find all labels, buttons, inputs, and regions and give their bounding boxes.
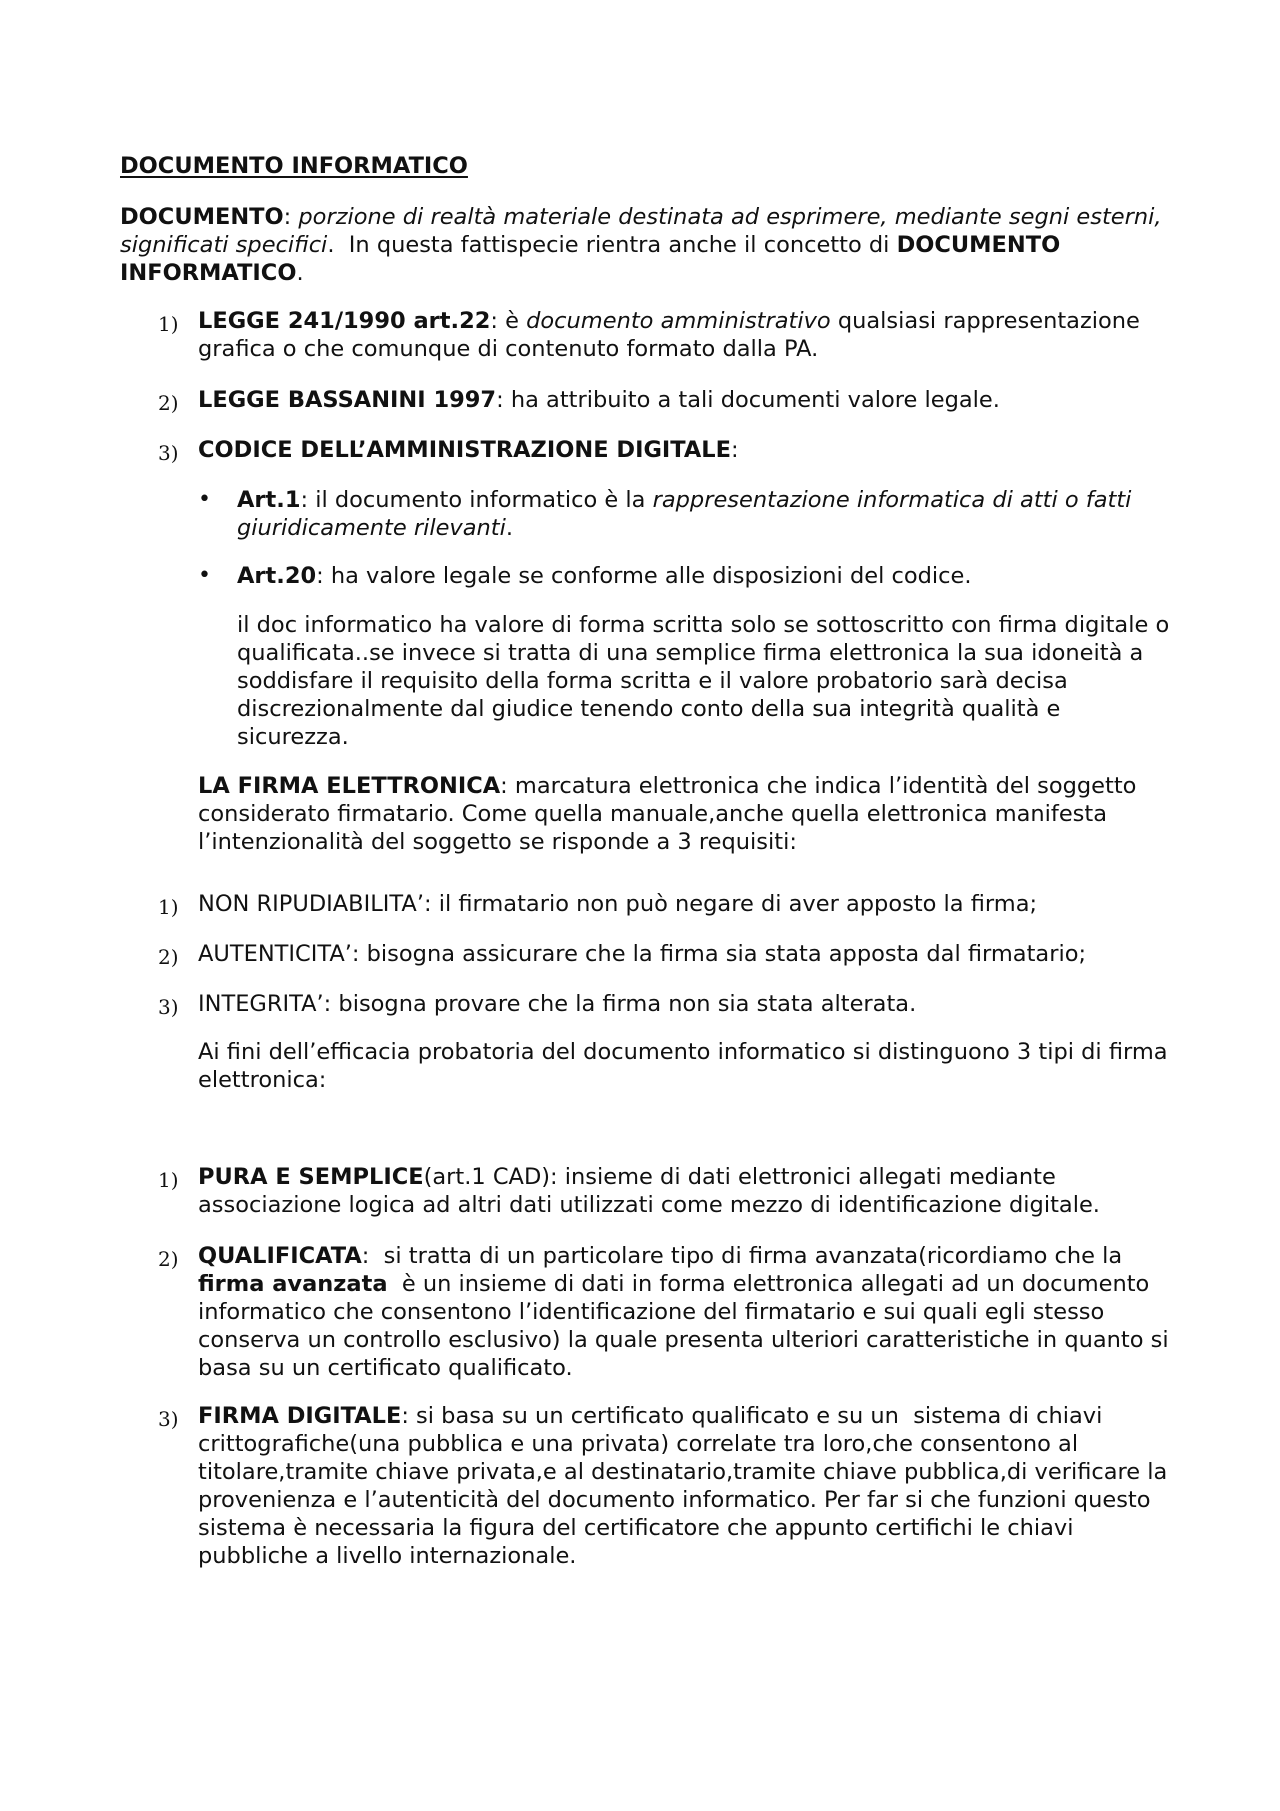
intro-definition: porzione di realtà materiale destinata ad esprimere, mediante segni esterni, significati specifici	[120, 204, 1169, 258]
document-title: DOCUMENTO INFORMATICO	[120, 153, 468, 179]
list-item-art-1: Art.1: il documento informatico è la rappresentazione informatica di atti o fatti giuridicamente rilevanti.	[237, 487, 1139, 541]
list-item-firma-semplice: PURA E SEMPLICE(art.1 CAD): insieme di dati elettronici allegati mediante associazione logica ad altri dati utilizzati come mezzo di identificazione digitale.	[198, 1164, 1100, 1218]
list-item-requisito: NON RIPUDIABILITA’: il firmatario non può negare di aver apposto la firma;	[198, 891, 1038, 917]
list-number: 1)	[158, 1168, 179, 1192]
list-item-art-20: Art.20: ha valore legale se conforme alle disposizioni del codice.	[237, 563, 972, 589]
art20-note: il doc informatico ha valore di forma scritta solo se sottoscritto con firma digitale o qualificata..se invece si tratta di una semplice firma elettronica la sua idoneità a soddisfare il requisito della forma scritta e il valore probatorio sarà decisa discrezionalmente dal giudice tenendo conto della sua integrità qualità e sicurezza.	[237, 612, 1170, 750]
list-item-requisito: AUTENTICITA’: bisogna assicurare che la firma sia stata apposta dal firmatario;	[198, 941, 1087, 967]
intro-term: DOCUMENTO	[120, 204, 284, 230]
list-item-firma-digitale: FIRMA DIGITALE: si basa su un certificato qualificato e su un sistema di chiavi crittografiche(una pubblica e una privata) correlate tra loro,che consentono al titolare,tramite chiave privata,e al destinatario,tramite chiave pubblica,di verificare la provenienza e l’autenticità del documento informatico. Per far si che funzioni questo sistema è necessaria la figura del certificatore che appunto certifichi le chiavi pubbliche a livello internazionale.	[198, 1403, 1175, 1569]
list-item-law-bassanini: LEGGE BASSANINI 1997: ha attribuito a tali documenti valore legale.	[198, 387, 1000, 413]
bullet-icon: •	[198, 563, 211, 588]
list-number: 2)	[158, 1247, 179, 1271]
list-number: 1)	[158, 895, 179, 919]
list-number: 3)	[158, 441, 179, 465]
intro-paragraph: DOCUMENTO: porzione di realtà materiale destinata ad esprimere, mediante segni esterni, significati specifici. In questa fattispecie rientra anche il concetto di DOCUMENTO INFORMATICO.	[120, 204, 1169, 286]
list-number: 2)	[158, 945, 179, 969]
bullet-icon: •	[198, 487, 211, 512]
intro-term-2: DOCUMENTO INFORMATICO	[120, 232, 1069, 286]
list-item-firma-qualificata: QUALIFICATA: si tratta di un particolare tipo di firma avanzata(ricordiamo che la firma avanzata è un insieme di dati in forma elettronica allegati ad un documento informatico che consentono l’identificazione del firmatario e sui quali egli stesso conserva un controllo esclusivo) la quale presenta ulteriori caratteristiche in quanto si basa su un certificato qualificato.	[198, 1243, 1176, 1381]
list-number: 1)	[158, 312, 179, 336]
firma-elettronica-paragraph: LA FIRMA ELETTRONICA: marcatura elettronica che indica l’identità del soggetto considerato firmatario. Come quella manuale,anche quella elettronica manifesta l’intenzionalità del soggetto se risponde a 3 requisiti:	[198, 773, 1144, 855]
list-number: 2)	[158, 391, 179, 415]
list-number: 3)	[158, 995, 179, 1019]
tipi-intro-paragraph: Ai fini dell’efficacia probatoria del documento informatico si distinguono 3 tipi di firma elettronica:	[198, 1039, 1168, 1093]
list-item-law-241: LEGGE 241/1990 art.22: è documento amministrativo qualsiasi rappresentazione grafica o che comunque di contenuto formato dalla PA.	[198, 308, 1148, 362]
list-item-cad: CODICE DELL’AMMINISTRAZIONE DIGITALE:	[198, 437, 739, 463]
list-number: 3)	[158, 1407, 179, 1431]
list-item-requisito: INTEGRITA’: bisogna provare che la firma non sia stata alterata.	[198, 991, 917, 1017]
